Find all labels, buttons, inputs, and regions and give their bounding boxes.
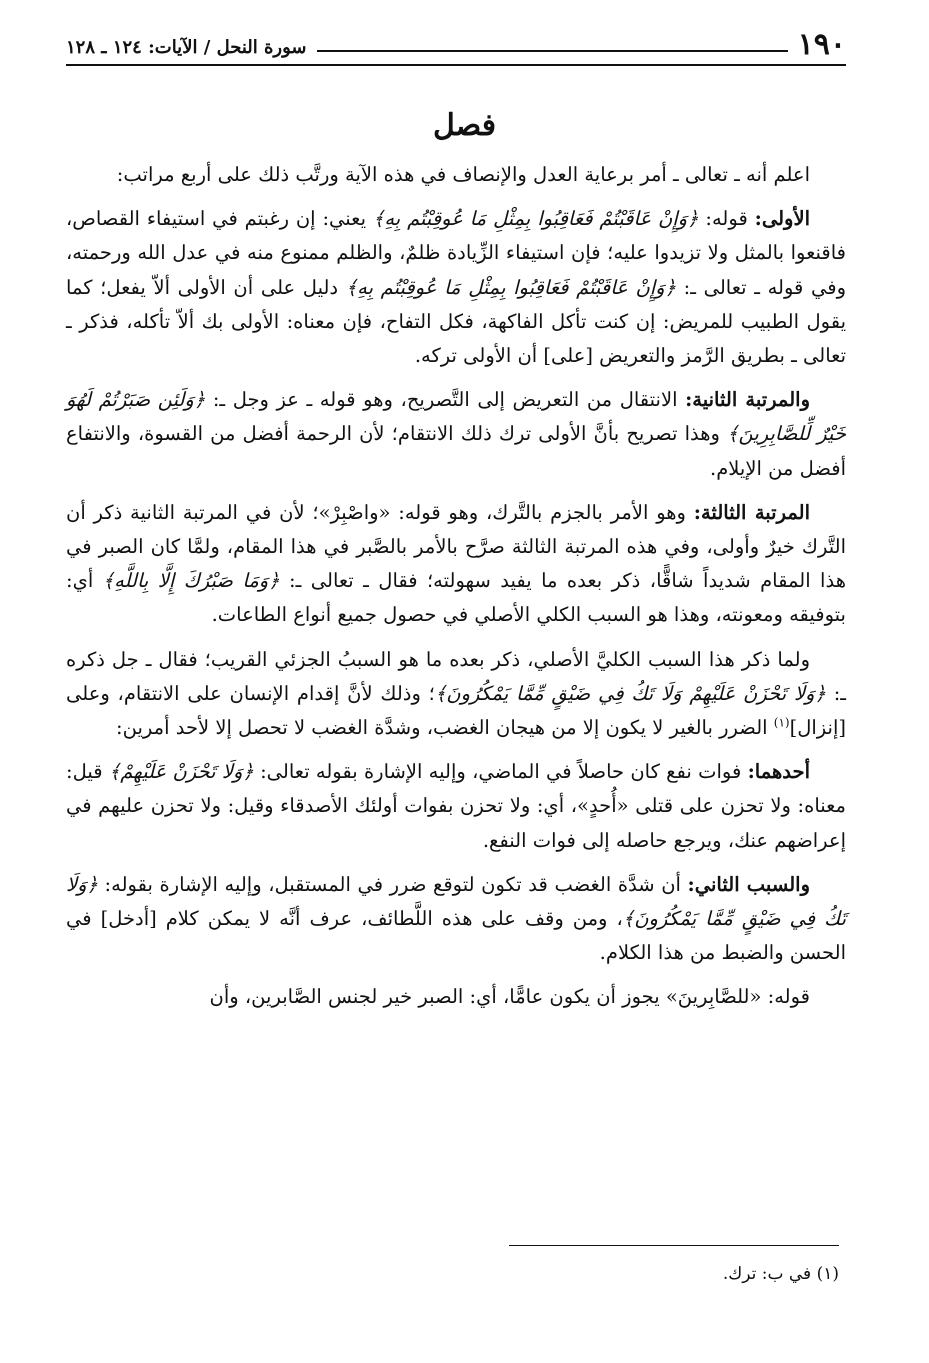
footnote-marker[interactable]: (١) (773, 715, 790, 730)
page-header (66, 28, 846, 66)
paragraph-text: أي: بتوفيقه ومعونته، وهذا هو السبب الكلي الأصلي في حصول جميع أنواع الطاعات. (66, 569, 846, 627)
paragraph-second-rank (66, 383, 846, 486)
paragraph-lead: أحدهما: (747, 760, 810, 784)
quran-verse: ﴿وَإِنْ عَاقَبْتُمْ فَعَاقِبُوا بِمِثْلِ مَا عُوقِبْتُم بِهِ﴾ (345, 275, 677, 299)
running-title: سورة النحل / الآيات: ١٢٤ ـ ١٢٨ (66, 37, 307, 58)
paragraph-first-cause (66, 755, 846, 858)
paragraph-text: فوات نفع كان حاصلاً في الماضي، وإليه الإشارة بقوله تعالى: (253, 760, 748, 784)
body-text (66, 158, 846, 1025)
paragraph-text: دليل على أن الأولى ألاّ يفعل؛ كما يقول الطبيب للمريض: إن كنت تأكل الفاكهة، فكل التفاح، فإن معناه: الأولى بك ألاّ تأكله، فذكر ـ تعالى ـ بطريق الرَّمز والتعريض [على] أن الأولى تركه. (66, 275, 846, 368)
quran-verse: ﴿وَلَئِن صَبَرْتُمْ لَهُوَ خَيْرٌ لِّلصَّابِرِينَ﴾ (66, 388, 846, 446)
quran-verse: ﴿وَإِنْ عَاقَبْتُمْ فَعَاقِبُوا بِمِثْلِ مَا عُوقِبْتُم بِهِ﴾ (372, 207, 699, 231)
paragraph-lead: والسبب الثاني: (687, 872, 810, 896)
paragraph-first-rank (66, 202, 846, 373)
paragraph-text: قيل: معناه: ولا تحزن على قتلى «أُحدٍ»، أي: ولا تحزن بفوات أولئك الأصدقاء وقيل: ولا تحزن عليهم في إعراضهم عنك، ويرجع حاصله إلى فوات النفع. (66, 760, 846, 852)
paragraph-text: وهذا تصريح بأنَّ الأولى ترك ذلك الانتقام؛ لأن الرحمة أفضل من القسوة، والانتفاع أفضل من الإيلام. (66, 422, 846, 480)
page-number: ١٩٠ (797, 27, 846, 62)
quran-verse: ﴿وَلَا تَحْزَنْ عَلَيْهِمْ﴾ (108, 760, 254, 784)
section-title: فصل (432, 108, 497, 143)
paragraph-intro: اعلم أنه ـ تعالى ـ أمر برعاية العدل والإنصاف في هذه الآية ورتَّب ذلك على أربع مراتب: (116, 163, 810, 186)
quran-verse: ﴿وَلَا تَكُ فِي ضَيْقٍ مِّمَّا يَمْكُرُونَ﴾ (66, 872, 846, 931)
paragraph-second-cause (66, 868, 846, 971)
paragraph-text: الضرر بالغير لا يكون إلا من هيجان الغضب، وشدَّة الغضب لا تحصل إلا لأحد أمرين: (116, 716, 774, 740)
paragraph-text: أن شدَّة الغضب قد تكون لتوقع ضرر في المستقبل، وإليه الإشارة بقوله: (97, 872, 688, 896)
paragraph-text: ، ومن وقف على هذه اللَّطائف، عرف أنَّه لا يمكن كلام [أدخل] في الحسن والضبط من هذا الكلام. (66, 907, 846, 965)
paragraph-text: الانتقال من التعريض إلى التَّصريح، وهو قوله ـ عز وجل ـ: (205, 388, 686, 412)
paragraph-patient: قوله: «للصَّابِرينَ» يجوز أن يكون عامًّا، أي: الصبر خير لجنس الصَّابرين، وأن (209, 985, 810, 1009)
paragraph-partial-cause (66, 643, 846, 746)
paragraph-lead: والمرتبة الثانية: (685, 388, 810, 412)
paragraph-third-rank (66, 496, 846, 633)
header-rule (317, 50, 788, 52)
quran-verse: ﴿وَلَا تَحْزَنْ عَلَيْهِمْ وَلَا تَكُ فِي ضَيْقٍ مِّمَّا يَمْكُرُونَ﴾ (434, 681, 826, 705)
footnote: (١) في ب: ترك. (722, 1264, 839, 1284)
paragraph-text: وهو الأمر بالجزم بالتَّرك، وهو قوله: «واصْبِرْ»؛ لأن في المرتبة الثانية ذكر أن التَّرك خيرٌ وأولى، وفي هذه المرتبة الثالثة صرَّح بالأمر بالصَّبر في هذا المقام، ولمَّا كان الصبر في هذا المقام شديداً شاقًّا، ذكر بعده ما يفيد سهولته؛ فقال ـ تعالى ـ: (66, 500, 846, 593)
paragraph-lead: المرتبة الثالثة: (693, 500, 810, 524)
paragraph-text: ؛ وذلك لأنَّ إقدام الإنسان على الانتقام، وعلى [إنزال] (66, 681, 846, 740)
paragraph-text: يعني: إن رغبتم في استيفاء القصاص، فاقنعوا بالمثل ولا تزيدوا عليه؛ فإن استيفاء الزِّيادة ظلمٌ، والظلم ممنوع منه في عدل الله ورحمته، وفي قوله ـ تعالى ـ: (66, 207, 847, 299)
footnote-separator (509, 1245, 839, 1246)
quran-verse: ﴿وَمَا صَبْرُكَ إِلَّا بِاللَّهِ﴾ (102, 569, 280, 593)
paragraph-text: قوله: (698, 207, 755, 231)
paragraph-lead: الأولى: (754, 207, 810, 231)
paragraph-text: ولما ذكر هذا السبب الكليَّ الأصلي، ذكر بعده ما هو السببُ الجزئي القريب؛ فقال ـ جل ذكره ـ: (66, 647, 846, 705)
